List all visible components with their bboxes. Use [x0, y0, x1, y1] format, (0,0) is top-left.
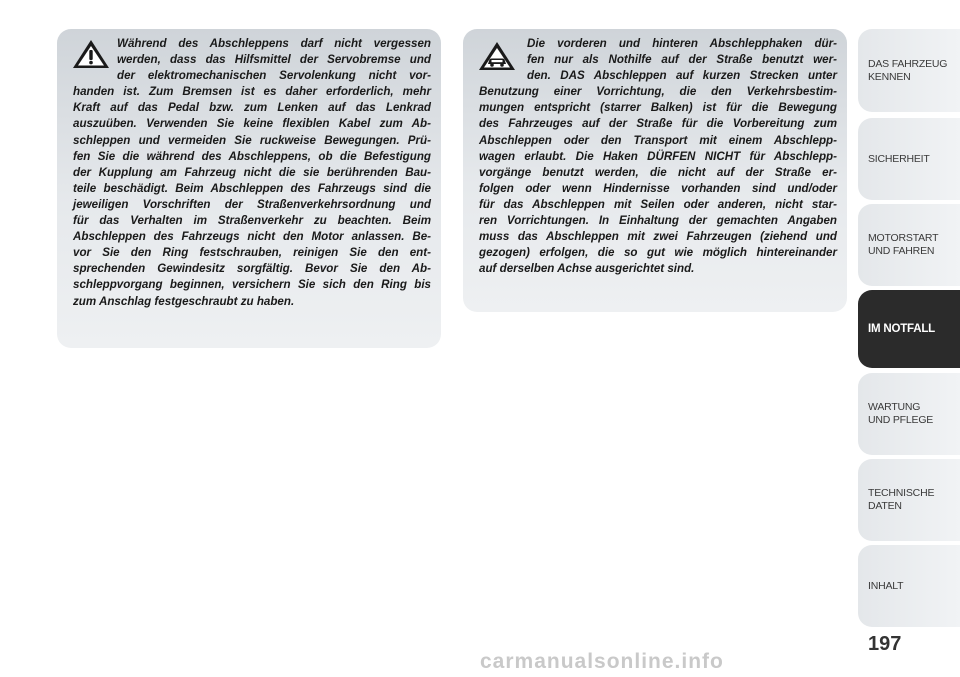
- warning-text-line: ren Vorrichtungen. In Einhaltung der gemachten Angaben: [479, 214, 837, 228]
- nav-tab-im-notfall[interactable]: IM NOTFALL: [858, 290, 960, 368]
- warning-text-line: schleppvorgang beginnen, versichern Sie sich den Ring bis: [73, 278, 431, 292]
- warning-text-line: auf derselben Achse ausgerichtet sind.: [479, 262, 695, 276]
- warning-text-line: vorgänge benutzt werden, die nicht auf der Straße er-: [479, 165, 837, 179]
- warning-text-line: schleppen und vermeiden Sie ruckweise Bewegungen. Prü-: [73, 133, 431, 147]
- warning-text-line: folgen oder wenn Hindernisse vorhanden sind und/oder: [479, 181, 837, 195]
- warning-text-line: für das Verhalten im Straßenverkehr zu beachten. Beim: [73, 214, 431, 228]
- nav-tab-technische-daten[interactable]: TECHNISCHE DATEN: [858, 459, 960, 541]
- warning-text-line: Abschleppen oder den Transport mit einem Abschlepp-: [479, 133, 837, 147]
- warning-text-line: für das Abschleppen mit Seilen oder anderen, nicht star-: [479, 197, 837, 211]
- nav-tab-wartung-und-pflege[interactable]: WARTUNG UND PFLEGE: [858, 373, 960, 455]
- page-number: 197: [868, 633, 902, 655]
- warning-text-line: des Fahrzeuges auf der Straße für die Vorbereitung zum: [479, 117, 837, 131]
- warning-text-line: Während des Abschleppens darf nicht vergessen: [117, 37, 431, 50]
- watermark: carmanualsonline.info: [480, 650, 724, 673]
- warning-text-line: Abschleppen des Fahrzeugs nicht den Motor anlassen. Be-: [73, 230, 431, 244]
- warning-text-line: werden, dass das Hilfsmittel der Servobremse und: [117, 53, 431, 67]
- warning-triangle-car-icon: [477, 39, 517, 73]
- warning-text-line: teile beschädigt. Beim Abschleppen des Fahrzeugs sind die: [73, 181, 431, 195]
- warning-text-right: [479, 36, 837, 277]
- warning-text-line: Kraft auf das Pedal bzw. zum Lenken auf das Lenkrad: [73, 101, 431, 115]
- warning-text-line: gezogen) erfolgen, die so gut wie möglich hintereinander: [479, 246, 837, 260]
- warning-text-line: sprechenden Gewindesitz sorgfältig. Bevor Sie den Ab-: [73, 262, 431, 276]
- warning-text-line: der elektromechanischen Servolenkung nicht vor-: [117, 69, 431, 83]
- warning-text-line: auszuüben. Verwenden Sie keine flexiblen Kabel zum Ab-: [73, 117, 431, 131]
- warning-text-line: der Kupplung am Fahrzeug nicht die sie berührenden Bau-: [73, 165, 431, 179]
- warning-triangle-exclamation-icon: [71, 37, 111, 71]
- warning-text-line: den. DAS Abschleppen auf kurzen Strecken unter: [527, 69, 837, 83]
- warning-text-line: zum Anschlag festgeschraubt zu haben.: [73, 294, 295, 308]
- nav-tab-motorstart-und-fahren[interactable]: MOTORSTART UND FAHREN: [858, 204, 960, 286]
- warning-text-line: Benutzung einer Vorrichtung, die den Verkehrsbestim-: [479, 85, 837, 99]
- warning-text-left: [73, 36, 431, 310]
- warning-text-line: vor Sie den Ring festschrauben, reinigen Sie den ent-: [73, 246, 431, 260]
- warning-text-line: fen nur als Nothilfe auf der Straße benutzt wer-: [527, 53, 837, 67]
- warning-text-line: jeweiligen Vorschriften der Straßenverkehrsordnung und: [73, 197, 431, 211]
- warning-text-line: mungen entspricht (starrer Balken) ist für die Bewegung: [479, 101, 837, 115]
- warning-text-line: Die vorderen und hinteren Abschlepphaken dür-: [527, 37, 837, 50]
- nav-tab-das-fahrzeug-kennen[interactable]: DAS FAHRZEUG KENNEN: [858, 29, 960, 112]
- warning-text-line: fen Sie die während des Abschleppens, ob die Befestigung: [73, 149, 431, 163]
- nav-tab-inhalt[interactable]: INHALT: [858, 545, 960, 627]
- warning-text-line: handen ist. Zum Bremsen ist es daher erforderlich, mehr: [73, 85, 431, 99]
- warning-text-line: muss das Abschleppen mit zwei Fahrzeugen (ziehend und: [479, 230, 837, 244]
- warning-text-line: wagen erlaubt. Die Haken DÜRFEN NICHT für Abschlepp-: [479, 149, 837, 163]
- nav-tab-sicherheit[interactable]: SICHERHEIT: [858, 118, 960, 200]
- warning-box-towing-hooks: [463, 29, 847, 312]
- warning-box-towing-servo: [57, 29, 441, 348]
